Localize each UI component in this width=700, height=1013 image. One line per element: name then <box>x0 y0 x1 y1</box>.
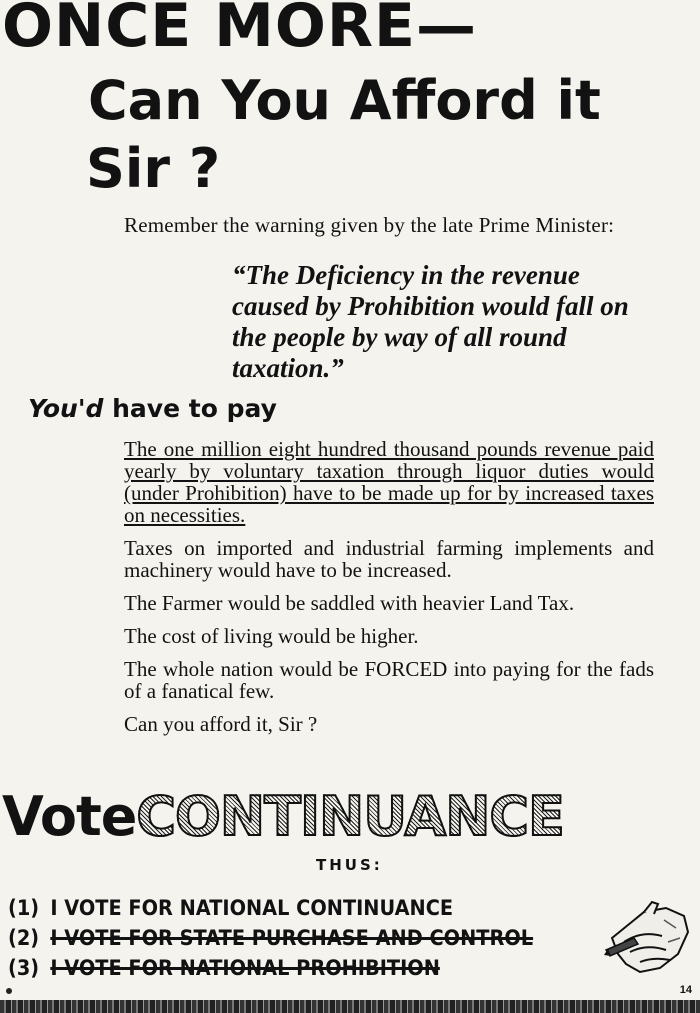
vote-word: Vote <box>2 785 137 848</box>
ballot-line-3 <box>8 956 551 980</box>
ballot-line-2 <box>8 926 551 950</box>
subheading-italic: You'd <box>28 394 104 423</box>
paragraph-farmer: The Farmer would be saddled with heavier Land Tax. <box>124 591 575 615</box>
subheading-rest: have to pay <box>112 394 277 423</box>
bottom-border <box>0 1000 700 1013</box>
ballot-number: (3) <box>8 956 40 980</box>
ballot-text: I VOTE FOR NATIONAL CONTINUANCE <box>50 896 454 920</box>
paragraph-cost-of-living: The cost of living would be higher. <box>124 624 419 648</box>
vote-continuance-heading <box>2 785 564 848</box>
thus-label: THUS: <box>316 856 383 874</box>
intro-text: Remember the warning given by the late Prime Minister: <box>124 213 615 237</box>
paragraph-can-you-afford: Can you afford it, Sir ? <box>124 712 318 736</box>
headline-can-you-afford: Can You Afford it <box>88 69 601 132</box>
registration-dot <box>6 988 12 994</box>
ballot-number: (1) <box>8 896 40 920</box>
ballot-line-1 <box>8 896 551 920</box>
subheading-youd-have-to-pay <box>28 394 277 423</box>
body-paragraphs <box>124 438 654 746</box>
ballot-number: (2) <box>8 926 40 950</box>
ballot-text: I VOTE FOR NATIONAL PROHIBITION <box>50 956 440 980</box>
paragraph-implements: Taxes on imported and industrial farming implements and machinery would have to be increased. <box>124 536 654 582</box>
paragraph-forced: The whole nation would be FORCED into paying for the fads of a fanatical few. <box>124 657 654 703</box>
headline-sir: Sir ? <box>86 137 221 200</box>
ballot-text: I VOTE FOR STATE PURCHASE AND CONTROL <box>50 926 534 950</box>
continuance-word: CONTINUANCE <box>136 785 564 848</box>
headline-once-more: ONCE MORE— <box>2 0 478 61</box>
page-number: 14 <box>679 984 692 996</box>
pointing-hand-with-pencil-icon <box>604 898 690 982</box>
paragraph-revenue: The one million eight hundred thousand pounds revenue paid yearly by voluntary taxation through liquor duties would (under Prohibition) have to be made up for by increased taxes on necessities. <box>124 437 654 527</box>
prime-minister-quote: “The Deficiency in the revenue caused by Prohibition would fall on the people by way of all round taxation.” <box>232 260 629 383</box>
